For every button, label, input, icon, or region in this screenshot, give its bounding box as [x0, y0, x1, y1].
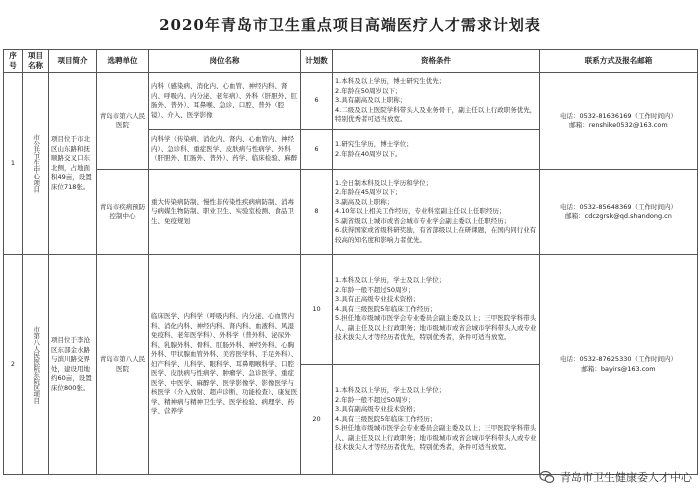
conditions	[333, 73, 540, 130]
project-intro: 项目位于市北区山东路和抚顺路交叉口东北侧，占地面积49亩，设置床位718张。	[49, 73, 97, 255]
condition-line: 4.二级及以上医院学科带头人及业务骨干，副主任以上行政职务优先，特别优秀者可适当放宽。	[335, 105, 537, 124]
table-row	[4, 170, 698, 255]
project-name: 市公共卫生中心项目	[32, 134, 41, 193]
condition-line: 1.全日制本科及以上学历和学位；	[335, 178, 433, 187]
condition-line: 6.获得国家或省级科研奖励，有省部级以上在研课题，在国内同行业有较高的知名度和影响力者优先。	[335, 226, 537, 244]
header-post: 岗位名称	[149, 50, 301, 73]
post-names: 重大传染病防制、慢性非传染性疾病病防制、消毒与病媒生物防制、职业卫生、实验室检测、食品卫生、免疫规划	[149, 170, 301, 255]
table-header-row	[4, 50, 698, 73]
condition-line: 2.年龄一般不超过50周岁；	[335, 395, 415, 404]
condition-line: 4.具有三级医院5年临床工作经历；	[335, 414, 437, 423]
condition-line: 3.具有副高级专业技术资格；	[335, 405, 420, 414]
condition-line: 3.具有正高级专业技术资格；	[335, 295, 420, 304]
post-names: 临床医学、内科学（呼吸内科、内分泌、心血管内科、消化内科、神经内科、肾内科、血液科、风湿免疫科、老年医学科）、外科学（普外科、泌尿外科、乳腺外科、骨科、肛肠外科、神经外科、心胸外科、甲状腺血管外科、美容医学科、手足外科）、妇产科学、儿科学、眼科学、耳鼻咽喉科学、口腔医学、皮肤病与性病学、肿瘤学、急诊医学、重症医学、中医学、麻醉学、医学影像学、影像医学与核医学（介入放射、超声诊断、功能检查）、康复医学、精神病与精神卫生学、医学检验、病理学、药学、营养学	[149, 255, 301, 475]
project-name-cell	[23, 255, 49, 475]
project-intro: 项目位于李沧区东部金水路与滨川路交界处，建设用地约60亩，设置床位800张。	[49, 255, 97, 475]
header-no: 序号	[4, 50, 23, 73]
watermark-text: 青岛市卫生健康委人才中心	[560, 471, 692, 484]
post-names: 内科学（传染病、消化内、肾内、心血管内、神经内）、急诊科、重症医学、皮肤病与性病学、外科（肝胆外、肛肠外、普外）、药学、临床检验、麻醉	[149, 130, 301, 170]
plan-count: 20	[301, 365, 333, 475]
contact-phone: 电话：0532-85648369（工作时间内）	[560, 202, 677, 211]
condition-line: 2.年龄在40周岁以下。	[335, 149, 402, 158]
contact-info	[540, 170, 698, 255]
plan-count: 10	[301, 255, 333, 365]
condition-line: 1.本科及以上学历，学士及以上学位；	[335, 386, 446, 395]
condition-line: 2.年龄在50周岁以下；	[335, 86, 402, 95]
condition-line: 4.10年以上相关工作经历，专业科室副主任以上任职经历；	[335, 207, 506, 216]
conditions	[333, 130, 540, 170]
condition-line: 5.担任地市级城市医学会专业委员会副主委及以上；三甲医院学科带头人、副主任及以上行政职务；地市级城市或省会城市学科带头人或专业技术拔尖人才等经历者优先，特别优秀者，条件可适当放宽。	[335, 424, 537, 452]
post-names: 内科（感染病、消化内、心血管、神经内科、肾内、呼吸内、内分泌、老年病）、外科（肝胆外、肛肠外、普外）、耳鼻喉、急诊、口腔、普外（腔镜）、介入、医学影像	[149, 73, 301, 130]
watermark	[539, 467, 692, 487]
contact-email[interactable]: 邮箱：renshike0532@163.com	[569, 121, 668, 129]
contact-email[interactable]: 邮箱：bayirs@163.com	[581, 364, 656, 373]
project-name-cell	[23, 73, 49, 255]
conditions	[333, 170, 540, 255]
contact-phone: 电话：0532-81636169（工作时间内）	[560, 111, 677, 120]
plan-count: 8	[301, 170, 333, 255]
contact-info	[540, 73, 698, 170]
condition-line: 3.具有副高及以上职称；	[335, 96, 407, 105]
condition-line: 2.年龄一般不超过50周岁；	[335, 285, 415, 294]
condition-line: 1.本科及以上学历，博士研究生优先；	[335, 77, 446, 86]
condition-line: 4.具有三级医院5年临床工作经历；	[335, 304, 437, 313]
conditions	[333, 365, 540, 475]
plan-count: 6	[301, 73, 333, 130]
table-row	[4, 73, 698, 130]
header-contact: 联系方式及报名邮箱	[540, 50, 698, 73]
project-name: 市第八人民医院东院区项目	[32, 325, 41, 404]
condition-line: 3.副高及以上职称；	[335, 197, 394, 206]
project-no: 2	[4, 255, 23, 475]
condition-line: 1.研究生学历，博士学位；	[335, 140, 413, 148]
unit-name: 青岛市第八人民医院	[97, 255, 149, 475]
plan-count: 6	[301, 130, 333, 170]
project-no: 1	[4, 73, 23, 255]
contact-email[interactable]: 邮箱：cdczgrsk@qd.shandong.cn	[565, 212, 672, 220]
header-project-intro: 项目简介	[49, 50, 97, 73]
unit-name: 青岛市第六人民医院	[97, 73, 149, 170]
page-title: 2020年青岛市卫生重点项目高端医疗人才需求计划表	[159, 16, 541, 34]
header-unit: 选聘单位	[97, 50, 149, 73]
condition-line: 1.本科及以上学历，学士及以上学位；	[335, 276, 446, 285]
table-row	[4, 255, 698, 365]
wechat-icon	[539, 469, 555, 485]
demand-table	[3, 49, 698, 475]
header-conditions: 资格条件	[333, 50, 540, 73]
contact-info	[540, 255, 698, 475]
unit-name: 青岛市疾病预防控制中心	[97, 170, 149, 255]
condition-line: 2.年龄在45周岁以下；	[335, 188, 402, 197]
condition-line: 5.担任地市级城市医学会专业委员会副主委及以上；三甲医院学科带头人、副主任及以上行政职务；地市级城市或省会城市学科带头人或专业技术拔尖人才等经历者优先，特别优秀者，条件可适当放宽。	[335, 314, 537, 342]
header-count: 计划数	[301, 50, 333, 73]
contact-phone: 电话：0532-87625330（工作时间内）	[560, 355, 677, 363]
header-project-name: 项目名称	[23, 50, 49, 73]
conditions	[333, 255, 540, 365]
condition-line: 5.副省级以上城市或省会城市专业学会副主委以上任职经历；	[335, 216, 511, 225]
